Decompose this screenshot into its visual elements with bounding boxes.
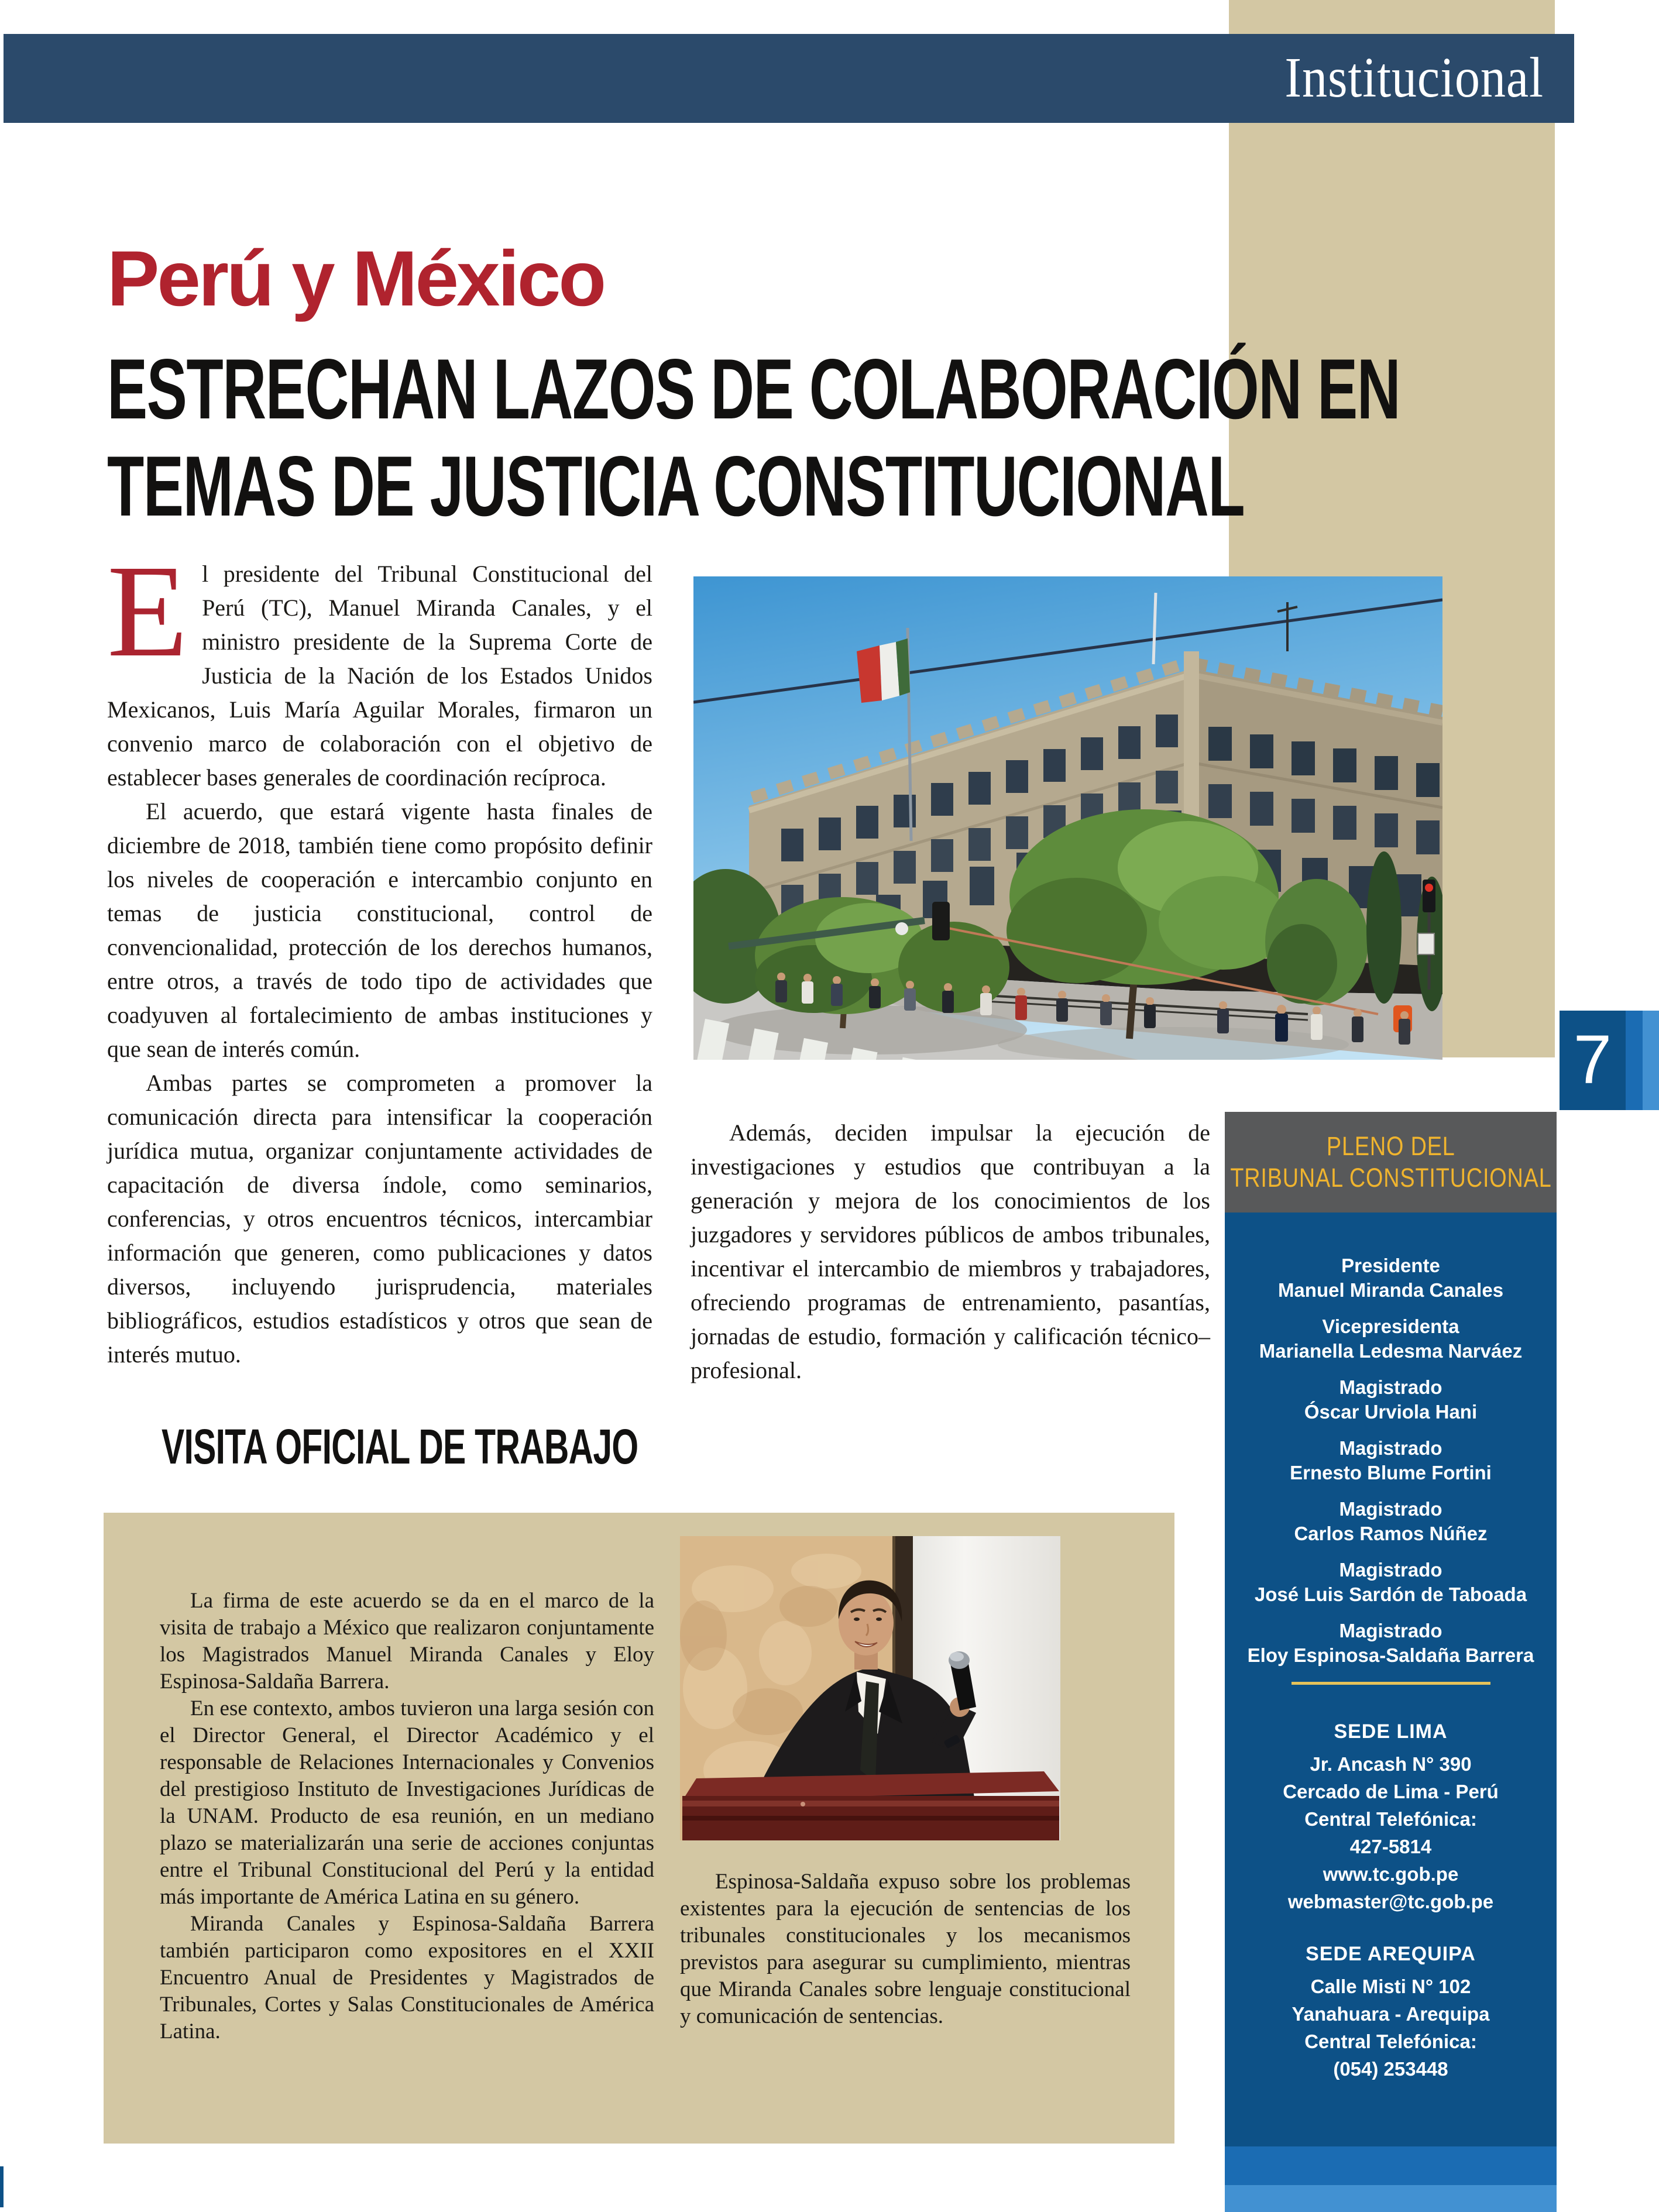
masthead-bar <box>4 34 1574 123</box>
address-line: Central Telefónica: <box>1304 2031 1477 2052</box>
article-paragraph-3: Ambas partes se comprometen a promover la comunicación directa para intensificar la cooperación jurídica mutua, organizar conjuntamente actividades de capacitación de diversa índole, como seminarios, conferencias, y otros encuentros técnicos, intercambiar información que generen, como publicaciones y datos diversos, incluyendo jurisprudencia, materiales bibliográficos, estudios estadísticos y otros que sean de interés mutuo. <box>107 1070 652 1368</box>
address-line: Jr. Ancash N° 390 <box>1310 1753 1472 1775</box>
sidebar-panel <box>1225 1213 1557 2146</box>
building-photo <box>693 576 1442 1060</box>
sidebar-header <box>1225 1112 1557 1213</box>
page-number-stripe-light <box>1643 1011 1659 1110</box>
speaker-photo <box>680 1536 1060 1840</box>
kicker-title: Perú y México <box>107 235 604 322</box>
drop-cap: E <box>107 538 188 684</box>
speaker-photo-scene <box>680 1536 1060 1840</box>
visit-paragraph-right: Espinosa-Saldaña expuso sobre los problemas existentes para la ejecución de sentencias de los tribunales constitucionales y los mecanismos previstos para asegurar su cumplimiento, mientras que Miranda Canales sobre lenguaje constitucional y comunicación de sentencias. <box>680 1870 1131 2028</box>
member-entry <box>1225 1253 1557 1303</box>
sede-lima-address <box>1225 1750 1557 1915</box>
sidebar-stripe-mid <box>1225 2146 1557 2185</box>
article-paragraph-1: El presidente del Tribunal Constitucional del Perú (TC), Manuel Miranda Canales, y el ministro presidente de la Suprema Corte de Justicia de la Nación de los Estados Unidos Mexicanos, Luis María Aguilar Morales, firmaron un convenio marco de colaboración con el objetivo de establecer bases generales de coordinación recíproca. <box>107 538 652 791</box>
address-line: (054) 253448 <box>1333 2058 1448 2080</box>
address-line: Calle Misti N° 102 <box>1310 1976 1471 1997</box>
sede-arequipa-address <box>1225 1973 1557 2083</box>
member-role: Presidente <box>1341 1255 1440 1276</box>
address-line: 427-5814 <box>1349 1836 1432 1857</box>
address-line: Central Telefónica: <box>1304 1808 1477 1830</box>
member-role: Magistrado <box>1339 1498 1442 1520</box>
podium <box>682 1771 1059 1840</box>
member-name: Ernesto Blume Fortini <box>1290 1462 1492 1483</box>
visit-panel <box>104 1513 1174 2144</box>
article-middle-column <box>691 1116 1210 1387</box>
member-role: Magistrado <box>1339 1376 1442 1398</box>
sidebar-header-line-1: PLENO DEL <box>1326 1131 1455 1161</box>
sidebar-divider <box>1292 1682 1490 1685</box>
member-role: Magistrado <box>1339 1559 1442 1581</box>
article-paragraph-4: Además, deciden impulsar la ejecución de investigaciones y estudios que contribuyan a la generación y mejora de los conocimientos de los juzgadores y servidores públicos de ambos tribunales, incentivar el intercambio de miembros y trabajadores, ofreciendo programas de entrenamiento, pasantías, jornadas de estudio, formación y calificación técnico–profesional. <box>691 1119 1210 1383</box>
sede-lima-title: SEDE LIMA <box>1334 1720 1448 1743</box>
members-list <box>1225 1253 1557 1668</box>
address-line: webmaster@tc.gob.pe <box>1287 1891 1494 1912</box>
address-line: Yanahuara - Arequipa <box>1292 2003 1490 2025</box>
sidebar-header-line-2: TRIBUNAL CONSTITUCIONAL <box>1229 1163 1552 1193</box>
article-paragraph-2: El acuerdo, que estará vigente hasta finales de diciembre de 2018, también tiene como propósito definir los niveles de cooperación e intercambio conjunto en temas de justicia constitucional, control de convencionalidad, protección de los derechos humanos, entre otros, a través de todo tipo de actividades que coadyuven al fortalecimiento de ambas instituciones y que sean de interés común. <box>107 798 652 1062</box>
headline <box>107 341 1659 535</box>
member-name: Carlos Ramos Núñez <box>1294 1523 1488 1544</box>
member-role: Magistrado <box>1339 1437 1442 1459</box>
member-name: José Luis Sardón de Taboada <box>1254 1584 1527 1605</box>
sede-arequipa-title: SEDE AREQUIPA <box>1306 1943 1476 1965</box>
bottom-left-accent <box>0 2166 4 2207</box>
headline-line-1: ESTRECHAN LAZOS DE COLABORACIÓN EN <box>107 341 1400 437</box>
member-entry <box>1225 1314 1557 1363</box>
member-entry <box>1225 1375 1557 1424</box>
member-entry <box>1225 1436 1557 1485</box>
visit-paragraph-1: La firma de este acuerdo se da en el marco de la visita de trabajo a México que realizaron conjuntamente los Magistrados Manuel Miranda Canales y Eloy Espinosa-Saldaña Barrera. <box>160 1589 654 1694</box>
address-line: www.tc.gob.pe <box>1323 1863 1459 1885</box>
visit-right-column <box>680 1868 1131 2030</box>
visit-section-heading: VISITA OFICIAL DE TRABAJO <box>162 1419 638 1474</box>
building-photo-scene <box>693 576 1442 1060</box>
member-entry <box>1225 1619 1557 1668</box>
page-number-box <box>1560 1011 1626 1110</box>
visit-paragraph-2: En ese contexto, ambos tuvieron una larga sesión con el Director General, el Director Académico y el responsable de Relaciones Internacionales y Convenios del prestigioso Instituto de Investigaciones Jurídicas de la UNAM. Producto de esa reunión, en un mediano plazo se materializarán una serie de acciones conjuntas entre el Tribunal Constitucional del Perú y la entidad más importante de América Latina en su género. <box>160 1696 654 1909</box>
member-entry <box>1225 1558 1557 1607</box>
page-number-stripe-mid <box>1626 1011 1643 1110</box>
member-name: Marianella Ledesma Narváez <box>1259 1340 1523 1362</box>
visit-paragraph-3: Miranda Canales y Espinosa-Saldaña Barrera también participaron como expositores en el XXII Encuentro Anual de Presidentes y Magistrados de Tribunales, Cortes y Salas Constitucionales de América Latina. <box>160 1912 654 2043</box>
visit-left-column <box>160 1588 654 2045</box>
member-name: Manuel Miranda Canales <box>1277 1279 1504 1301</box>
article-left-column <box>107 538 652 1372</box>
headline-line-2: TEMAS DE JUSTICIA CONSTITUCIONAL <box>107 438 1245 534</box>
member-name: Eloy Espinosa-Saldaña Barrera <box>1247 1644 1534 1666</box>
member-role: Magistrado <box>1339 1620 1442 1641</box>
address-line: Cercado de Lima - Perú <box>1283 1781 1499 1802</box>
member-entry <box>1225 1497 1557 1546</box>
page-number: 7 <box>1573 1021 1612 1098</box>
member-name: Óscar Urviola Hani <box>1304 1401 1478 1423</box>
member-role: Vicepresidenta <box>1322 1315 1459 1337</box>
masthead-section-title: Institucional <box>1284 46 1544 109</box>
sidebar-stripe-light <box>1225 2185 1557 2212</box>
